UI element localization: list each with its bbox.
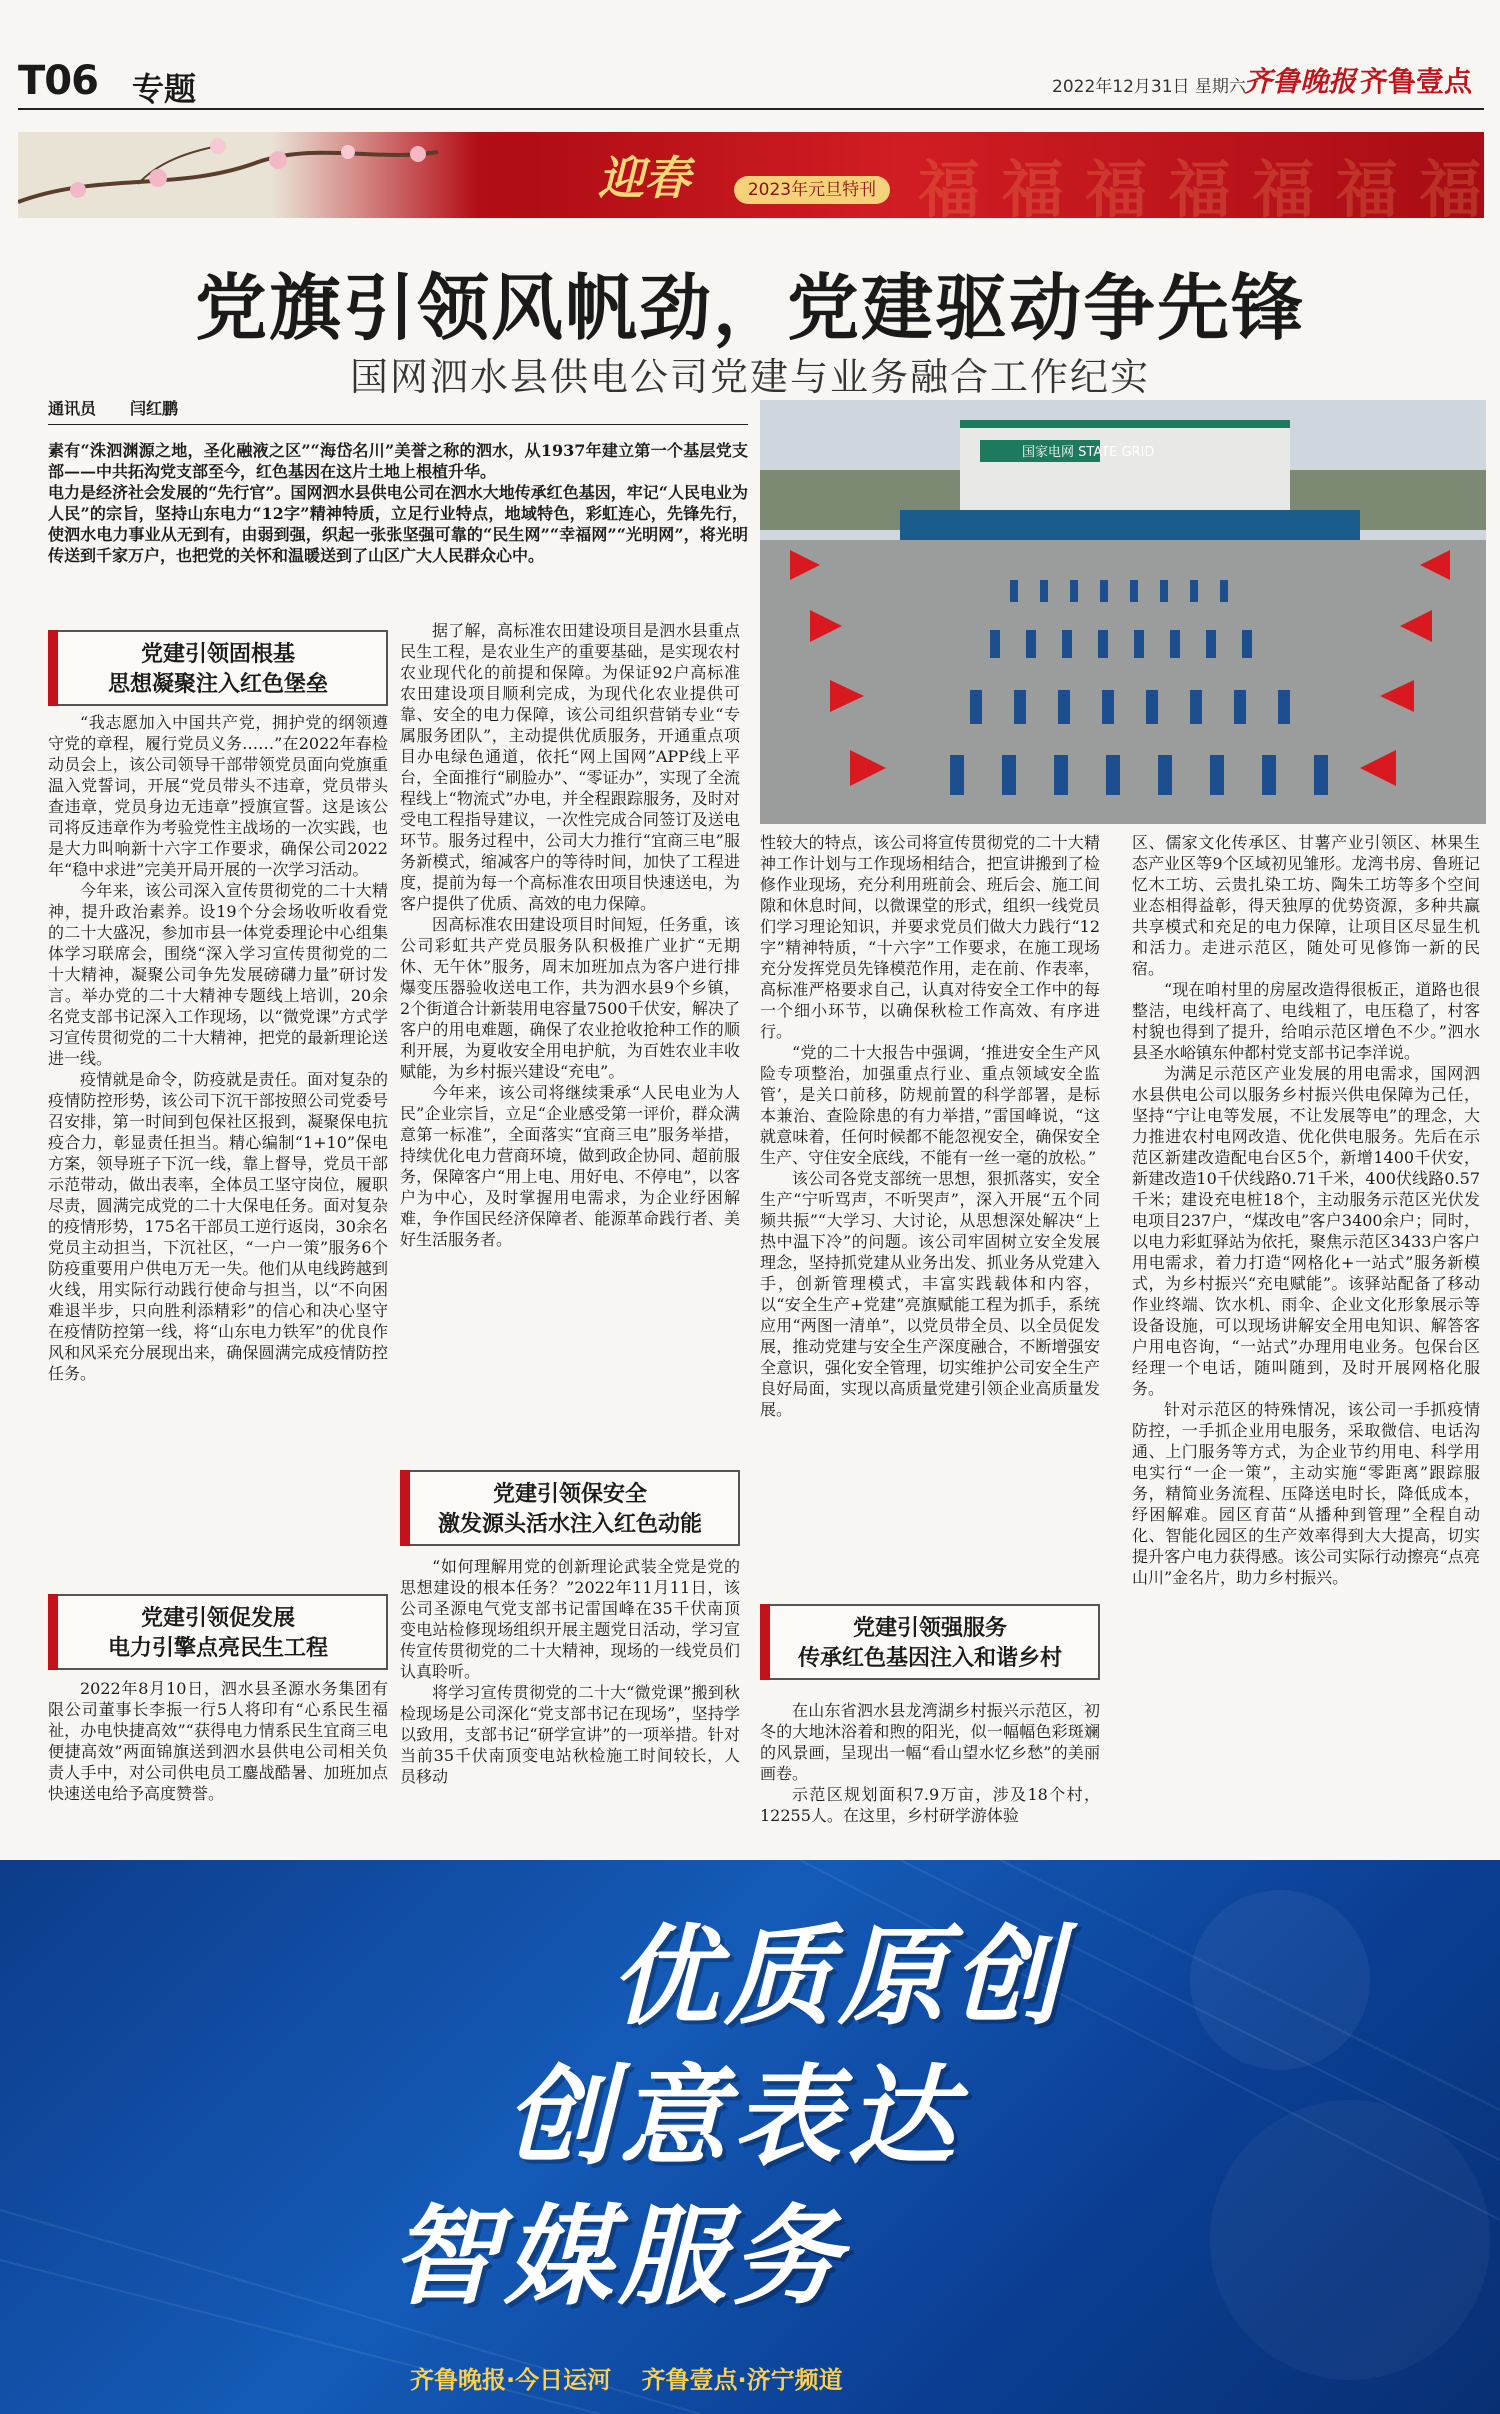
issue-date: 2022年12月31日 星期六 bbox=[1052, 77, 1246, 97]
subhead-2: 党建引领促发展 电力引擎点亮民生工程 bbox=[48, 1594, 388, 1670]
paragraph: 今年来，该公司将继续秉承“人民电业为人民”企业宗旨，立足“企业感受第一评价，群众满意第一标准”，全面落实“宜商三电”服务举措，持续优化电力营商环境，做到政企协同、超前服务，保障客户“用上电、用好电、不停电”，以客户为中心，及时掌握用电需求，为企业纾困解难，争作国民经济保障者、能源革命践行者、美好生活服务者。 bbox=[400, 1083, 740, 1249]
banner-title: 迎春 bbox=[598, 151, 690, 205]
paper-brand-logo: 齐鲁壹点 bbox=[1360, 65, 1473, 98]
paragraph: 将学习宣传贯彻党的二十大“微党课”搬到秋检现场是公司深化“党支部书记在现场”，坚持学以致用，支部书记“研学宣讲”的一项举措。针对当前35千伏南顶变电站秋检施工时间较长，人员移动 bbox=[400, 1683, 740, 1786]
section-title: 专题 bbox=[132, 70, 197, 108]
photo-building-sign: 国家电网 STATE GRID bbox=[1022, 445, 1155, 460]
byline-rule bbox=[48, 424, 748, 425]
subhead-3: 党建引领保安全 激发源头活水注入红色动能 bbox=[400, 1470, 740, 1546]
paragraph: 性较大的特点，该公司将宣传贯彻党的二十大精神工作计划与工作现场相结合，把宣讲搬到了检修作业现场，充分利用班前会、班后会、施工间隙和休息时间，以微课堂的形式，组织一线党员们学习理论知识，并要求党员们做大力践行“12字”精神特质，“十六字”工作要求，在施工现场充分发挥党员先锋模范作用，走在前、作表率，高标准严格要求自己，认真对待安全工作中的每一个细小环节，以确保秋检工作高效、有序进行。 bbox=[760, 833, 1100, 1041]
paragraph: 为满足示范区产业发展的用电需求，国网泗水县供电公司以服务乡村振兴供电保障为己任，坚持“宁让电等发展，不让发展等电”的理念，大力推进农村电网改造、优化供电服务。先后在示范区新建改造配电台区5个，新增1400千伏安，新建改造10千伏线路0.71千米，400伏线路0.57千米；建设充电桩18个，主动服务示范区光伏发电项目237户，“煤改电”客户3400余户；同时，以电力彩虹驿站为依托，聚焦示范区3433户客户用电需求，着力打造“网格化+一站式”服务新模式，为乡村振兴“充电赋能”。该驿站配备了移动作业终端、饮水机、雨伞、企业文化形象展示等设备设施，可以现场讲解安全用电知识、解答客户用电咨询，“一站式”办理用电业务。包保台区经理一个电话，随叫随到，及时开展网格化服务。 bbox=[1132, 1064, 1480, 1398]
paper-name-logo: 齐鲁晚报 bbox=[1244, 65, 1357, 98]
paragraph: 在山东省泗水县龙湾湖乡村振兴示范区，初冬的大地沐浴着和煦的阳光，似一幅幅色彩斑斓的风景画，呈现出一幅“看山望水忆乡愁”的美丽画卷。 bbox=[760, 1701, 1100, 1783]
paragraph: 针对示范区的特殊情况，该公司一手抓疫情防控，一手抓企业用电服务，采取微信、电话沟通、上门服务等方式，为企业节约用电、科学用电实行“一企一策”，主动实施“零距离”跟踪服务，精简业务流程、压降送电时长，降低成本，纾困解难。园区育苗“从播种到管理”全程自动化、智能化园区的生产效率得到大大提高，切实提升客户电力获得感。该公司实际行动擦亮“点亮山川”金名片，助力乡村振兴。 bbox=[1132, 1400, 1480, 1587]
header-rule bbox=[18, 108, 1484, 110]
paragraph: 因高标准农田建设项目时间短，任务重，该公司彩虹共产党员服务队积极推广业扩“无期休、无午休”服务，周末加班加点为客户进行排爆变压器验收送电工作，共为泗水县9个乡镇，2个街道合计新装用电容量7500千伏安，解决了客户的用电难题，确保了农业抢收抢种工作的顺利开展，为夏收安全用电护航，为百姓农业丰收赋能，为乡村振兴建设“充电”。 bbox=[400, 915, 740, 1081]
subhead-1: 党建引领固根基 思想凝聚注入红色堡垒 bbox=[48, 630, 388, 706]
article-headline: 党旗引领风帆劲，党建驱动争先锋 bbox=[194, 266, 1305, 350]
ad-line-1: 优质原创 bbox=[610, 1915, 1067, 2040]
byline-role: 通讯员 bbox=[48, 399, 97, 418]
advertisement bbox=[0, 1860, 1500, 2414]
page-number: T06 bbox=[18, 58, 98, 104]
paragraph: 疫情就是命令，防疫就是责任。面对复杂的疫情防控形势，该公司下沉干部按照公司党委号召安排，第一时间到包保社区报到，凝聚保电抗疫合力，彰显责任担当。精心编制“1+10”保电方案，领导班子下沉一线，靠上督导，党员干部示范带动，做出表率，全体员工坚守岗位，履职尽责，圆满完成党的二十大保电任务。面对复杂的疫情形势，175名干部员工逆行返岗，30余名党员主动担当，下沉社区，“一户一策”服务6个防疫重要用户供电万无一失。他们从电线跨越到火线，用实际行动践行使命与担当，以“不向困难退半步，只向胜利添精彩”的信心和决心坚守在疫情防控第一线，将“山东电力铁军”的优良作风和风采充分展现出来，确保圆满完成疫情防控任务。 bbox=[48, 1070, 388, 1383]
column-1-body-a bbox=[48, 712, 388, 1384]
article-intro: 素有“洙泗渊源之地，圣化融液之区”“海岱名川”美誉之称的泗水，从1937年建立第一个基层党支部——中共拓沟党支部至今，红色基因在这片土地上根植升华。 电力是经济社会发展的“先行官”。国网泗水县供电公司在泗水大地传承红色基因，牢记“人民电业为人民”的宗旨，坚持山东电力“12字”精神特质，立足行业特点，地域特色，彩虹连心，先锋先行，使泗水电力事业从无到有，由弱到强，织起一张张坚强可靠的“民生网”“幸福网”“光明网”，将光明传送到千家万户，也把党的关怀和温暖送到了山区广大人民群众心中。 bbox=[48, 441, 748, 565]
paragraph: 今年来，该公司深入宣传贯彻党的二十大精神，提升政治素养。设19个分会场收听收看党的二十大盛况，参加市县一体党委理论中心组集体学习联席会，围绕“深入学习宣传贯彻党的二十大精神，凝聚公司争先发展磅礴力量”研讨发言。举办党的二十大精神专题线上培训，20余名党支部书记深入工作现场，以“微党课”方式学习宣传贯彻党的二十大精神，把党的最新理论送进一线。 bbox=[48, 881, 388, 1068]
article-subheadline: 国网泗水县供电公司党建与业务融合工作纪实 bbox=[349, 355, 1150, 399]
ad-line-3: 智媒服务 bbox=[390, 2195, 847, 2320]
column-1-body-b bbox=[48, 1678, 388, 1804]
column-2-body-a bbox=[400, 620, 740, 1250]
new-year-banner bbox=[18, 132, 1484, 218]
banner-subtitle: 2023年元旦特刊 bbox=[734, 176, 890, 204]
banner-pattern: 福 福 福 福 福 福 福 bbox=[918, 153, 1482, 218]
ceremony-photo bbox=[760, 400, 1486, 824]
paragraph: 示范区规划面积7.9万亩，涉及18个村，12255人。在这里，乡村研学游体验 bbox=[760, 1785, 1100, 1825]
column-4-body bbox=[1132, 832, 1480, 1588]
plum-branch-icon bbox=[18, 132, 478, 218]
plum-branch-image bbox=[18, 132, 478, 218]
column-2-body-b bbox=[400, 1556, 740, 1787]
paragraph: 区、儒家文化传承区、甘薯产业引领区、林果生态产业区等9个区域初见雏形。龙湾书房、鲁班记忆木工坊、云贵扎染工坊、陶朱工坊等多个空间业态相得益彰，得天独厚的优势资源，多种共赢共享模式和充足的电力保障，让项目区尽显生机和活力。走进示范区，随处可见修饰一新的民宿。 bbox=[1132, 833, 1480, 978]
paragraph: 该公司各党支部统一思想，狠抓落实，安全生产“宁听骂声，不听哭声”，深入开展“五个同频共振”“大学习、大讨论，从思想深处解决“上热中温下冷”的问题。该公司牢固树立安全发展理念，坚持抓党建从业务出发、抓业务从党建入手，创新管理模式，丰富实践载体和内容，以“安全生产+党建”亮旗赋能工程为抓手，系统应用“两图一清单”，以党员带全员、以全员促发展，推动党建与安全生产深度融合，不断增强安全意识，强化安全管理，切实维护公司安全生产良好局面，实现以高质量党建引领企业高质量发展。 bbox=[760, 1169, 1100, 1419]
column-3-body-b bbox=[760, 1700, 1100, 1826]
subhead-4: 党建引领强服务 传承红色基因注入和谐乡村 bbox=[760, 1604, 1100, 1680]
column-3-body-a bbox=[760, 832, 1100, 1420]
ad-brand-1: 齐鲁晚报·今日运河 bbox=[410, 2366, 612, 2394]
ad-brand-2: 齐鲁壹点·济宁频道 bbox=[641, 2366, 843, 2394]
paragraph: “现在咱村里的房屋改造得很板正，道路也很整洁，电线杆高了、电线粗了，电压稳了，村客村貌也得到了提升，给咱示范区增色不少。”泗水县圣水峪镇东仲都村党支部书记李洋说。 bbox=[1132, 980, 1480, 1062]
paragraph: “如何理解用党的创新理论武装全党是党的思想建设的根本任务？”2022年11月11日，该公司圣源电气党支部书记雷国峰在35千伏南顶变电站检修现场组织开展主题党日活动，学习宣传宣传贯彻党的二十大精神，现场的一线党员们认真聆听。 bbox=[400, 1557, 740, 1681]
paragraph: 据了解，高标准农田建设项目是泗水县重点民生工程，是农业生产的重要基础，是实现农村农业现代化的前提和保障。为保证92户高标准农田建设项目顺利完成，为现代化农业提供可靠、安全的电力保障，该公司组织营销专业“专属服务团队”，主动提供优质服务，开通重点项目办电绿色通道，依托“网上国网”APP线上平台，全面推行“刷脸办”、“零证办”，实现了全流程线上“物流式”办电，并全程跟踪服务，及时对受电工程指导建议，一次性完成合同签订及送电环节。服务过程中，公司大力推行“宜商三电”服务新模式，缩减客户的等待时间，加快了工程进度，提前为每一个高标准农田项目快速送电，为客户提供了优质、高效的电力保障。 bbox=[400, 621, 740, 913]
ad-footer-brands bbox=[410, 2360, 865, 2395]
paragraph: “我志愿加入中国共产党，拥护党的纲领遵守党的章程，履行党员义务……”在2022年春检动员会上，该公司领导干部带领党员面向党旗重温入党誓词，开展“党员带头不违章，党员带头查违章，党员身边无违章”授旗宣誓。这是该公司将反违章作为考验党性主战场的一次实践，也是大力叫响新十六字工作要求，确保公司2022年“稳中求进”完美开局开展的一次学习活动。 bbox=[48, 713, 388, 879]
ad-line-2: 创意表达 bbox=[505, 2055, 962, 2180]
paragraph: 2022年8月10日，泗水县圣源水务集团有限公司董事长李振一行5人将印有“心系民生福祉，办电快捷高效”“获得电力情系民生宜商三电便捷高效”两面锦旗送到泗水县供电公司相关负责人手中，对公司供电员工鏖战酷暑、加班加点快速送电给予高度赞誉。 bbox=[48, 1679, 388, 1803]
ceremony-photo-illustration bbox=[760, 400, 1486, 824]
byline-name: 闫红鹏 bbox=[130, 399, 179, 418]
paragraph: “党的二十大报告中强调，‘推进安全生产风险专项整治，加强重点行业、重点领域安全监管’，是关口前移，防规前置的科学部署，是标本兼治、查险除患的有力举措，”雷国峰说，“这就意味着，任何时候都不能忽视安全，确保安全生产、守住安全底线，不能有一丝一毫的放松。” bbox=[760, 1043, 1100, 1167]
